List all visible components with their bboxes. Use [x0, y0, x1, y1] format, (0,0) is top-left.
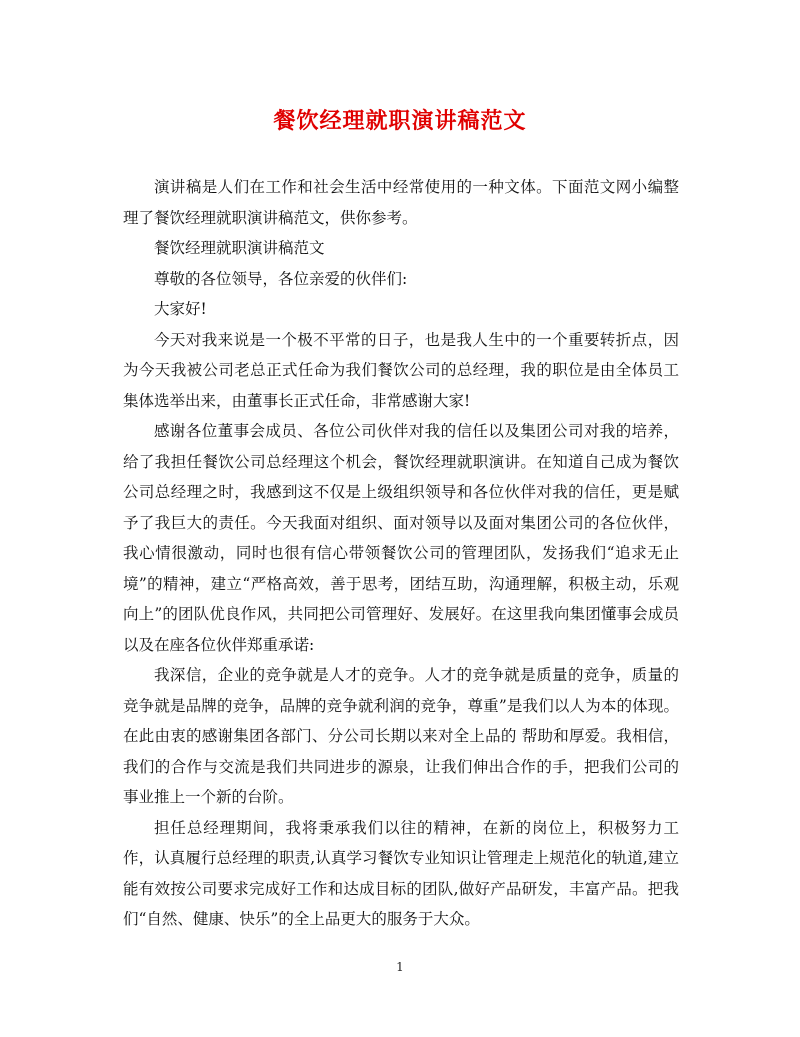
paragraph-greeting: 大家好! — [154, 300, 207, 318]
paragraph-body-2: 感谢各位董事会成员、各位公司伙伴对我的信任以及集团公司对我的培养，给了我担任餐饮公司总经理这个机会，餐饮经理就职演讲。在知道自己成为餐饮公司总经理之时，我感到这不仅是上级组织领导和各位伙伴对我的信任，更是赋予了我巨大的责任。今天我面对组织、面对领导以及面对集团公司的各位伙伴，我心情很激动，同时也很有信心带领餐饮公司的管理团队，发扬我们“追求无止境”的精神，建立“严格高效，善于思考，团结互助，沟通理解，积极主动，乐观向上”的团队优良作风，共同把公司管理好、发展好。在这里我向集团懂事会成员以及在座各位伙伴郑重承诺: — [123, 422, 679, 654]
paragraph-body-1: 今天对我来说是一个极不平常的日子，也是我人生中的一个重要转折点，因为今天我被公司老总正式任命为我们餐饮公司的总经理，我的职位是由全体员工集体选举出来，由董事长正式任命，非常感谢大家! — [123, 330, 679, 410]
document-title: 餐饮经理就职演讲稿范文 — [273, 108, 527, 134]
paragraph-subtitle: 餐饮经理就职演讲稿范文 — [154, 239, 325, 257]
paragraph-salutation: 尊敬的各位领导，各位亲爱的伙伴们: — [154, 269, 408, 288]
paragraph-body-3: 我深信，企业的竞争就是人才的竞争。人才的竞争就是质量的竞争，质量的竞争就是品牌的竞争，品牌的竞争就利润的竞争，尊重”是我们以人为本的体现。在此由衷的感谢集团各部门、分公司长期以来对全上品的 帮助和厚爱。我相信，我们的合作与交流是我们共同进步的源泉，让我们伸出合作的手，把我们公司的事业推上一个新的台阶。 — [123, 666, 679, 806]
document-body — [123, 172, 679, 935]
page-number: 1 — [396, 960, 404, 974]
paragraph-body-4: 担任总经理期间，我将秉承我们以往的精神，在新的岗位上，积极努力工作，认真履行总经理的职责,认真学习餐饮专业知识让管理走上规范化的轨道,建立能有效按公司要求完成好工作和达成目标的团队,做好产品研发，丰富产品。把我们“自然、健康、快乐”的全上品更大的服务于大众。 — [123, 818, 679, 928]
paragraph-intro: 演讲稿是人们在工作和社会生活中经常使用的一种文体。下面范文网小编整理了餐饮经理就职演讲稿范文，供你参考。 — [123, 178, 679, 227]
